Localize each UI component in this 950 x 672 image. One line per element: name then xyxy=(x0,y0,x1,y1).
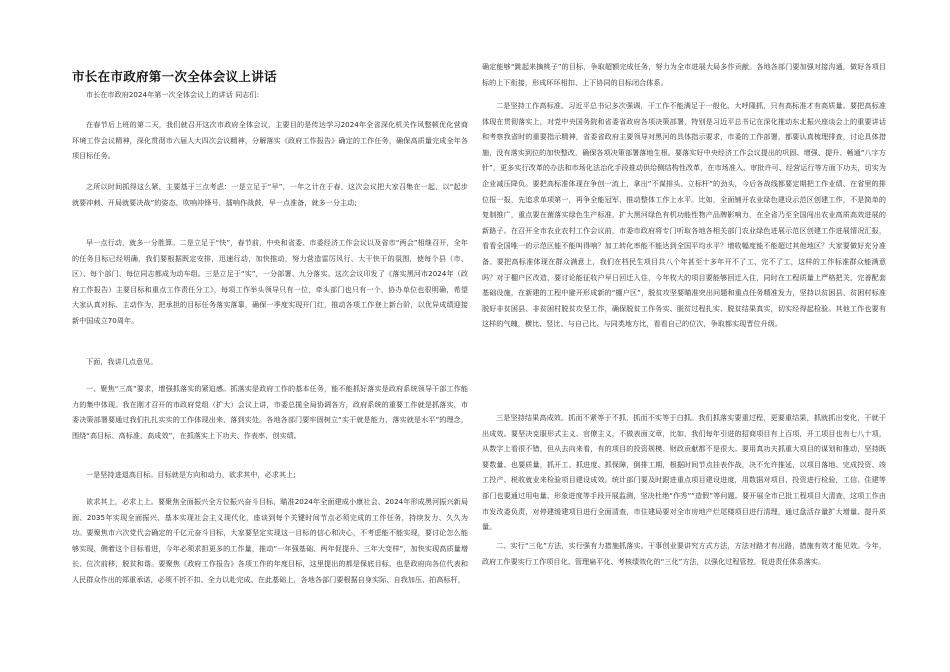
page-title: 市长在市政府第一次全体会议上讲话 xyxy=(72,69,277,84)
paragraph: 之所以时间抓得这么紧，主要基于三点考虑：一是立足于“早”，一年之计在于春，这次会议把大家召集在一起，以“起步就要冲刺、开局就要决战”的姿态，吹响冲锋号，擂响作战鼓，早一点准备，就多一分主动; xyxy=(72,182,468,207)
greeting-line: 市长在市政府2024年第一次全体会议上的讲话 同志们: xyxy=(86,90,260,99)
paragraph: 三是坚持结果高成效。抓而不紧等于不抓，抓而不实等于白抓。我们抓落实要重过程，更要重结果，抓就抓出变化，干就干出成效。要坚决克服形式主义、官僚主义，不做表面文章，比如，我们每年引进的招商项目有上百项，开工项目也有七八十项，从数字上看很不错，但从去向来看，有的项目的投资规模、财政贡献都不是很大。要用真功夫抓重大项目的谋划和推动，坚持既要数量、也要质量，抓开工、抓进度、抓保障，倒排工期，根据时间节点挂表作战，决不允许推延，以项目落地、完成投资、竣工投产、税收就业来检验项目建设成效。统计部门要及时跟进重点项目建设进度，用数据对项目、投资进行检验，工信、住建等部门也要通过用电量、形象进度等手段开展监测，坚决杜绝“作秀”“造假”等问题。要开展全市已批工程项目大清查，这项工作由市发改委负责，对停建缓建项目进行全面清查，市住建局要对全市房地产烂尾楼项目进行清理，通过盘活存量扩大增量、提升质量。 xyxy=(482,413,886,532)
paragraph: 在春节后上班的第二天，我们就召开这次市政府全体会议，主要目的是传达学习2024年全省深化机关作风整顿优化营商环境工作会议精神，深化贯彻市六届人大四次会议精神，分解落实《政府工作报告》确定的工作任务，确保高质量完成全年各项目标任务。 xyxy=(72,120,468,161)
paragraph: 二、实行“三化”方法，实行强有力措施抓落实。干事创业要讲究方式方法，方法对路才有出路，措施有效才能见效。今年，政府工作要实行工作项目化、管理扁平化、考核绩效化的“三化”方法，以强化过程管控，促进责任体系落实。 xyxy=(482,541,886,566)
paragraph: 二是坚持工作高标准。习近平总书记多次强调，干工作不能满足于一般化、大呼隆抓，只有高标准才有高质量。要把高标准体现在贯彻落实上，对党中央国务院和省委省政府各项决策部署，特别是习近平总书记在深化推动东北振兴座谈会上的重要讲话和考察我省时的重要指示精神，省委省政府主要领导对黑河的具体指示要求，市委的工作部署，都要认真梳理排查，讨论具体措施，没有落实到位的加快整改，确保各项决策部署落地生根。要落实好中央经济工作会议提出的巩固、增强、提升、畅通“八字方针”，更多实行改革的办法和市场化法治化手段推动供给侧结构性改革，在市场准入、审批许可、经营运行等方面下功夫，切实为企业减压降负。要把高标准体现在争创一流上，拿出“不谋排头、立标杆”的劲头，今后各战线都要定期把工作业绩、在省里的排位报一报，先追求单项第一，再争全能冠军，推动整体工作上水平。比如，全面铺开农业绿色建设示范区创建工作，不是简单的复制推广，重点要在菌落实绿色生产标准，扩大黑河绿色有机功能性物产品牌影响力，在全省乃至全国闯出农业高质高效进展的新路子。在召开全市农业农村工作会议前，市委市政府将专门听取各地各相关部门农业绿色进展示范区创建工作进展情况汇报，看看全国唯一的示范区能不能叫得响？加工转化率能不能达到全国平均水平？增收幅度能不能超过其他地区？大家要做好充分准备。要把高标准体现在群众满意上，我们在档民生项目共八个年甚至十多年开不了工、完不了工，这样的工作标准群众能满意吗？对于棚户区改造，要讨论能征收户早日回迁入住，今年枚大的项目要能够回迁入住，同时在工程质量上严格把关，完善配套基础设施，在新建的工程中避开形成新的“棚户区”，脱贫攻坚要瞄准突出问题和重点任务精准发力，坚持以贫困县、贫困村标准脱好非贫困县、非贫困村脱贫攻坚工作，确保脱贫工作务实、脱贫过程扎实、脱贫结果真实，切实经得起检验。其他工作也要有这样的气魄，横比、竖比、与自己比、与同类地方比，看看自己的位次，争取都实现晋位升级。 xyxy=(482,101,886,329)
paragraph: 一、聚焦“三高”要求，增强抓落实的紧迫感。抓落实是政府工作的基本任务，能不能抓好落实是政府系统领导干部工作能力的集中体现。我在刚才召开的市政府党组（扩大）会议上讲，市委总揽全局协调各方，政府系统的重要工作就是抓落实，市委决策部署要通过我们扎扎实实的工作体现出来、落到实处。各地各部门要牢固树立“实干就是能力、落实就是水平”的理念，围绕“高目标、高标准、高成效”，在抓落实上下功夫、作表率、创实绩。 xyxy=(72,384,468,440)
paragraph: 早一点行动，就多一分胜算。二是立足于“快”，春节前，中央和省委、市委经济工作会议以及省市“两会”相继召开，全年的任务目标已经明确，我们要根据既定安排，迅速行动，加快推动，努力营造雷厉风行、大干快干的氛围，使每个县（市、区）、每个部门、每位同志都成为动车组。三是立足于“实”，一分部署、九分落实。这次会议印发了《落实黑河市2024年（政府工作报告）主要目标和重点工作责任分工》，每项工作举头领导只有一位，牵头部门也只有一个，协办单位也很明确，希望大家认真对标、主动作为，把承担的目标任务落实落靠，确保一季度实现开门红，推动各项工作登上新台阶，以优异成绩迎接新中国成立70周年。 xyxy=(72,238,468,325)
paragraph: 确定能够“跳起来摘桃子”的目标，争取超额完成任务，努力为全市进展大局多作贡献。各地各部门要加强对接沟通，做好各项目标的上下衔接，形成环环相扣、上下协同的目标闭合体系。 xyxy=(482,62,886,87)
paragraph: 下面，我讲几点意见。 xyxy=(86,357,158,366)
paragraph: 一是坚持进退高目标。目标就是方向和动力，欲求其中，必求其上; xyxy=(86,470,296,479)
paragraph: 欲求其上，必求上上。要聚焦全面振兴全方位振兴奋斗目标，瞄准2024年全面建成小康社会、2024年形成黑河振兴新局面、2035年实现全面振兴、基本实现社会主义现代化，座谈到每个关键时间节点必须完成的工作任务，持续发力、久久为功。要聚焦市六次党代会确定的千亿元奋斗目标，大家要坚定实现这一目标的信心和决心，不考虑能不能实现，要讨论怎么能够实现，侧着这个目标看进，今年必须求担更多的工作量，推动“一年强基础、两年促提升、三年大变样”，加快实现高质量增长、位次前移，脱贫和谐。要聚焦《政府工作报告》各项工作的年度目标，这里提出的都是保底目标，也是政府向各位代表和人民群众作出的郑重承诺，必须不折不扣、全力以赴完成。在此基础上，各地各部门要根据自身实际、自我加压、拍高标杆， xyxy=(72,497,468,584)
